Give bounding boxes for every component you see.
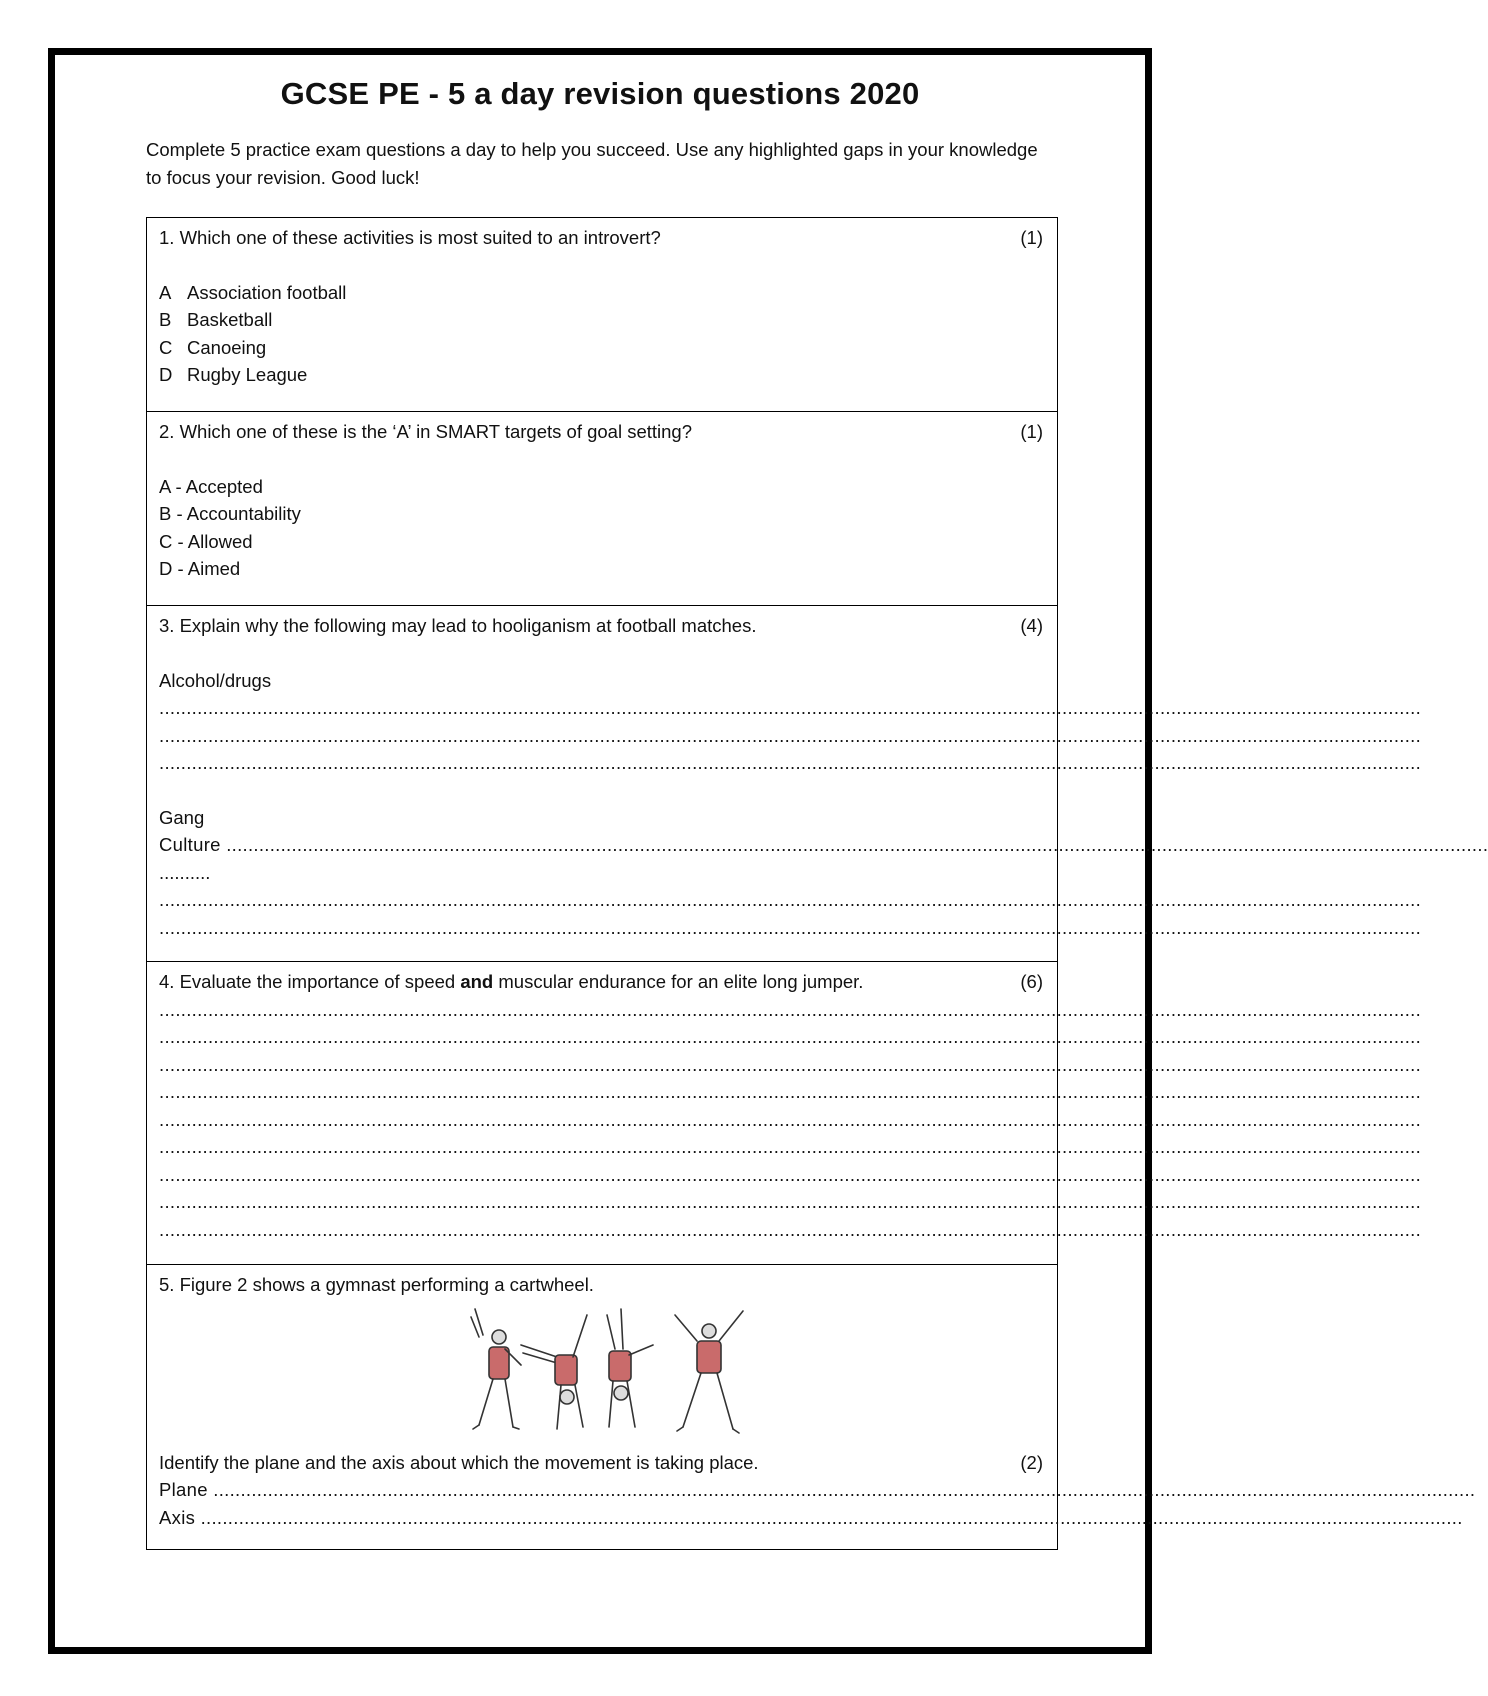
option-c[interactable]: C Canoeing: [159, 336, 267, 358]
cartwheel-figure: [159, 1299, 1045, 1449]
question-5-text: 5. Figure 2 shows a gymnast performing a cartwheel.: [159, 1274, 594, 1295]
question-5: [147, 1265, 1476, 1549]
question-1: [147, 218, 1057, 412]
option-b[interactable]: B Basketball: [159, 309, 273, 330]
identify-text: Identify the plane and the axis about which the movement is taking place.: [159, 1451, 759, 1473]
question-2-text: 2. Which one of these is the ‘A’ in SMART targets of goal setting?: [159, 421, 693, 442]
gang-label: Gang: [159, 806, 205, 828]
question-1-marks: (1): [1020, 227, 1043, 248]
question-5-marks: (2): [1020, 1452, 1043, 1473]
answer-line[interactable]: ........................................................................................................................................................................................................................................: [159, 1026, 1422, 1047]
answer-line[interactable]: ........................................................................................................................................................................................................................................: [159, 1136, 1422, 1157]
answer-line[interactable]: ........................................................................................................................................................................................................................................: [159, 697, 1422, 718]
question-2: [147, 412, 1057, 606]
culture-answer-line[interactable]: Culture ........................................................................................................................................................................................................................................: [159, 834, 1488, 855]
question-3-marks: (4): [1020, 615, 1043, 636]
question-1-text: 1. Which one of these activities is most suited to an introvert?: [159, 227, 661, 248]
answer-line[interactable]: ........................................................................................................................................................................................................................................: [159, 1053, 1422, 1075]
answer-line[interactable]: ........................................................................................................................................................................................................................................: [159, 1108, 1422, 1130]
question-3: [147, 606, 1488, 962]
question-3-text: 3. Explain why the following may lead to hooliganism at football matches.: [159, 615, 757, 636]
question-4-marks: (6): [1020, 971, 1043, 992]
alcohol-label: Alcohol/drugs: [159, 669, 272, 691]
option-b[interactable]: B - Accountability: [159, 503, 301, 524]
answer-line[interactable]: ........................................................................................................................................................................................................................................: [159, 724, 1422, 746]
plane-answer-line[interactable]: Plane ........................................................................................................................................................................................................................................: [159, 1479, 1476, 1500]
answer-line[interactable]: ........................................................................................................................................................................................................................................: [159, 1191, 1422, 1212]
option-d[interactable]: D Rugby League: [159, 364, 308, 385]
answer-line[interactable]: ........................................................................................................................................................................................................................................: [159, 916, 1422, 938]
intro-text: Complete 5 practice exam questions a day to help you succeed. Use any highlighted gaps in your knowledge to focus your revision. Good luck!: [146, 139, 1038, 188]
answer-line[interactable]: ........................................................................................................................................................................................................................................: [159, 1218, 1422, 1240]
question-4: [147, 962, 1422, 1265]
question-4-text: 4. Evaluate the importance of speed and muscular endurance for an elite long jumper.: [159, 971, 864, 992]
answer-line[interactable]: ........................................................................................................................................................................................................................................: [159, 1081, 1422, 1102]
option-a[interactable]: A Association football: [159, 281, 347, 303]
axis-answer-line[interactable]: Axis ........................................................................................................................................................................................................................................: [159, 1506, 1463, 1528]
option-c[interactable]: C - Allowed: [159, 530, 253, 552]
page-title: GCSE PE - 5 a day revision questions 2020: [280, 76, 920, 111]
answer-line[interactable]: ........................................................................................................................................................................................................................................: [159, 998, 1422, 1020]
option-d[interactable]: D - Aimed: [159, 558, 241, 579]
answer-line[interactable]: ........................................................................................................................................................................................................................................: [159, 1163, 1422, 1185]
question-sheet: [146, 217, 1488, 1550]
answer-line-short[interactable]: ..........: [159, 861, 211, 883]
gymnast-cartwheel-illustration: [457, 1305, 757, 1445]
option-a[interactable]: A - Accepted: [159, 475, 263, 497]
answer-line[interactable]: ........................................................................................................................................................................................................................................: [159, 752, 1422, 773]
question-2-marks: (1): [1020, 421, 1043, 442]
answer-line[interactable]: ........................................................................................................................................................................................................................................: [159, 889, 1422, 910]
